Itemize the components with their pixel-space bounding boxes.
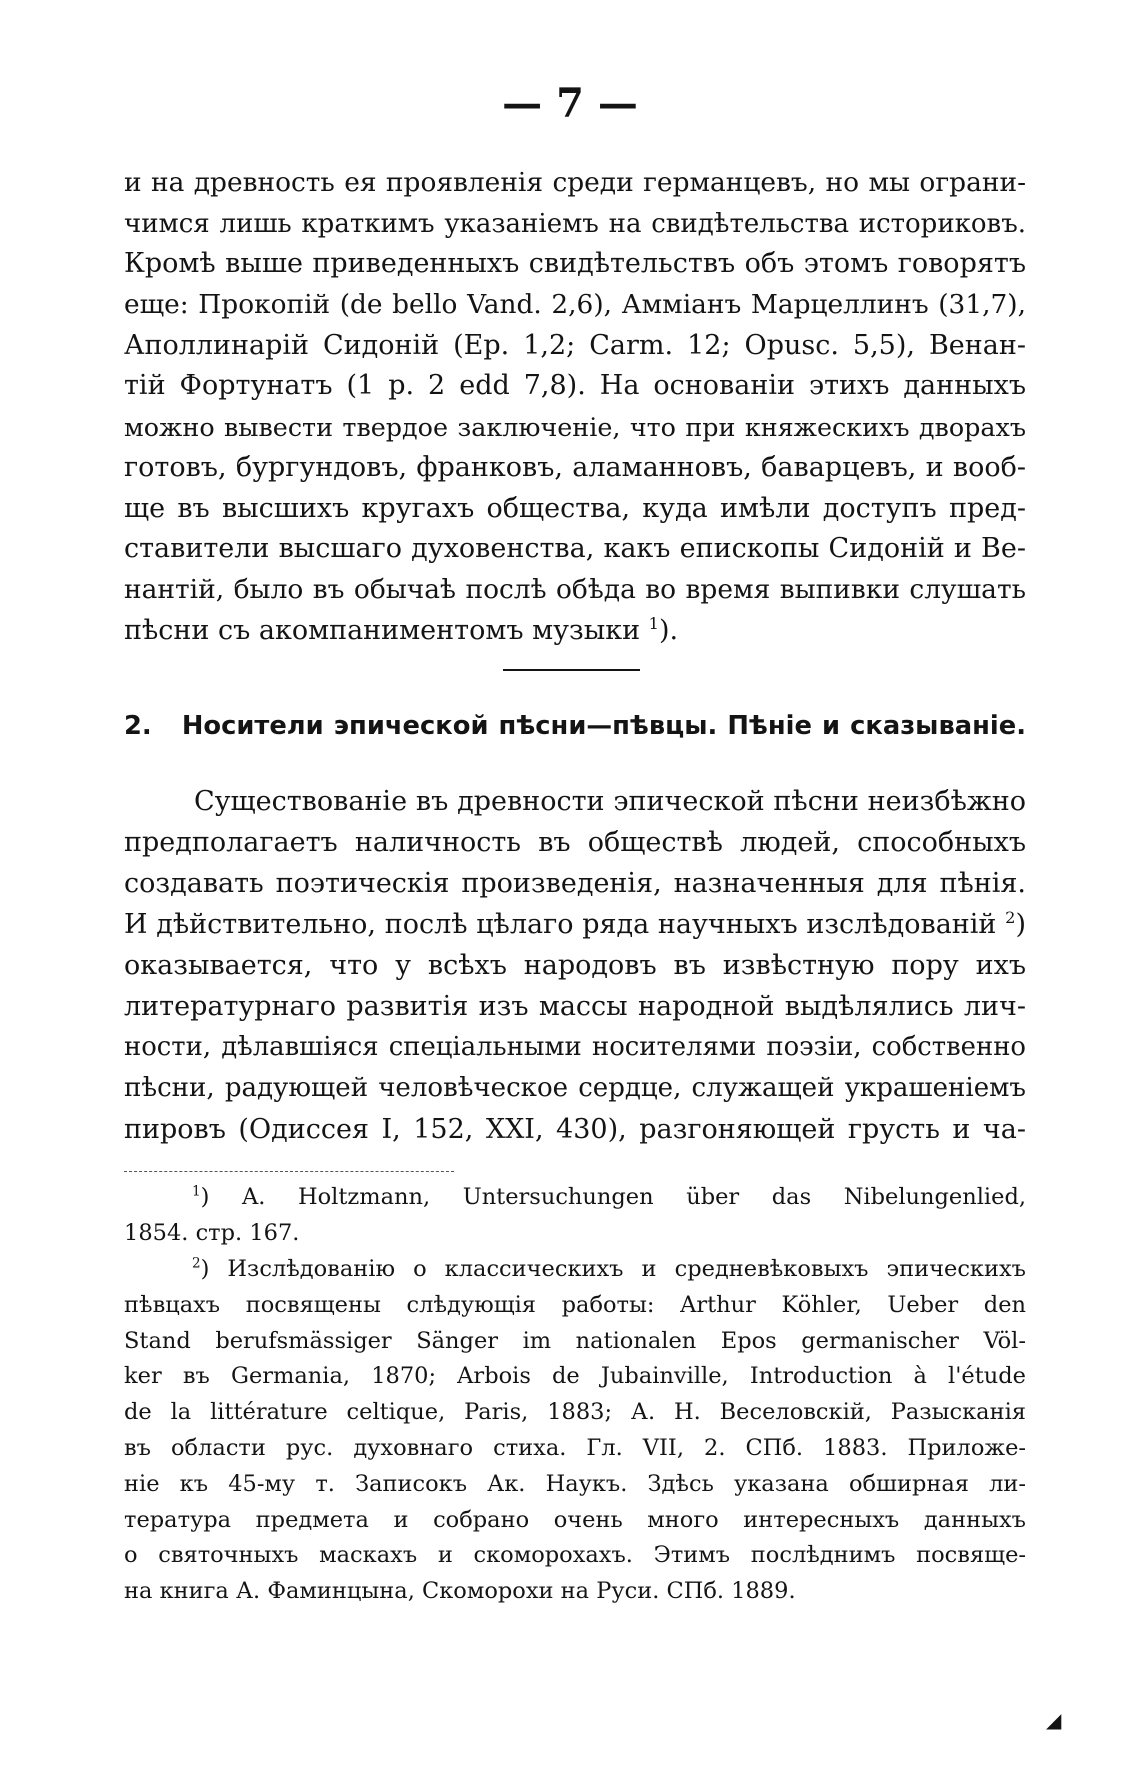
text-line: оказывается, что у всѣхъ народовъ въ извѣстную пору ихъ [124, 950, 1026, 981]
text-fragment: Изслѣдованію о классическихъ и средневѣковыхъ эпическихъ [227, 1256, 1026, 1282]
ink-mark-icon: ◢ [1046, 1708, 1062, 1732]
footnote-line: $^1$) A. Holtzmann, Untersuchungen über das Nibelungenlied, [192, 1183, 1026, 1210]
text-line: Аполлинарій Сидоній (Ep. 1,2; Carm. 12; Opusc. 5,5), Венан- [124, 329, 1026, 361]
footnote-line: $^2$) Изслѣдованію о классическихъ и средневѣковыхъ эпическихъ [192, 1255, 1026, 1282]
text-line: можно вывести твердое заключеніе, что при княжескихъ дворахъ [124, 412, 1026, 443]
footnote-line: тература предмета и собрано очень много интересныхъ данныхъ [124, 1506, 1026, 1533]
section-divider [503, 669, 640, 671]
section-number: 2. [124, 711, 152, 741]
footnote-line: de la littérature celtique, Paris, 1883; А. Н. Веселовскій, Разысканія [124, 1399, 1026, 1426]
text-line: создавать поэтическія произведенія, назначенныя для пѣнія. [124, 868, 1026, 899]
text-fragment: ). [658, 614, 679, 646]
footnote-reference: 1 [648, 613, 659, 633]
text-line: литературнаго развитія изъ массы народной выдѣлялись лич- [124, 991, 1026, 1022]
text-line: предполагаетъ наличность въ обществѣ людей, способныхъ [124, 827, 1026, 858]
text-line: Кромѣ выше приведенныхъ свидѣтельствъ объ этомъ говорятъ [124, 248, 1026, 280]
page-number: — 7 — [502, 80, 638, 127]
footnote-line: ker въ Germania, 1870; Arbois de Jubainville, Introduction à l'étude [124, 1363, 1026, 1390]
footnote-mark: 1 [192, 1183, 201, 1200]
text-line: И дѣйствительно, послѣ цѣлаго ряда научныхъ изслѣдованій $^2$) [124, 908, 1026, 940]
footnote-1 [124, 1180, 1026, 1252]
footnote-reference: 2 [1005, 908, 1016, 927]
text-fragment: A. Holtzmann, Untersuchungen über das Nibelungenlied, [241, 1184, 1026, 1210]
text-line: готовъ, бургундовъ, франковъ, аламанновъ, баварцевъ, и вооб- [124, 451, 1026, 483]
section-title: Носители эпической пѣсни—пѣвцы. Пѣніе и сказываніе. [181, 711, 1026, 741]
text-fragment: пѣсни съ акомпаниментомъ музыки [124, 614, 649, 646]
footnote-line: Stand berufsmässiger Sänger im nationalen Epos germanischer Völ- [124, 1327, 1026, 1354]
text-line: чимся лишь краткимъ указаніемъ на свидѣтельства историковъ. [124, 208, 1026, 239]
footnote-mark: 2 [192, 1255, 201, 1272]
text-line: пировъ (Одиссея I, 152, XXI, 430), разгоняющей грусть и ча- [124, 1114, 1026, 1145]
text-line: Существованіе въ древности эпической пѣсни неизбѣжно [194, 786, 1026, 817]
footnote-2 [124, 1252, 1026, 1610]
footnote-line: пѣвцахъ посвящены слѣдующія работы: Arthur Köhler, Ueber den [124, 1291, 1026, 1318]
text-line: ставители высшаго духовенства, какъ епископы Сидоній и Ве- [124, 533, 1026, 565]
text-fragment: И дѣйствительно, послѣ цѣлаго ряда научныхъ изслѣдованій [124, 909, 997, 940]
footnote-line: ніе къ 45-му т. Записокъ Ак. Наукъ. Здѣсь указана обширная ли- [124, 1470, 1026, 1497]
footnote-line: на книга А. Фаминцына, Скоморохи на Руси. СПб. 1889. [124, 1578, 796, 1605]
paragraph-1 [124, 163, 1026, 651]
footnote-line: въ области рус. духовнаго стиха. Гл. VII, 2. СПб. 1883. Приложе- [124, 1434, 1026, 1461]
section-heading [124, 706, 1026, 746]
paragraph-2 [124, 781, 1026, 1150]
footnote-line: о святочныхъ маскахъ и скоморохахъ. Этимъ послѣднимъ посвяще- [124, 1542, 1026, 1569]
text-line: ности, дѣлавшіяся спеціальными носителями поэзіи, собственно [124, 1032, 1026, 1062]
footnote-rule [124, 1171, 454, 1172]
text-line: еще: Прокопій (de bello Vand. 2,6), Амміанъ Марцеллинъ (31,7), [124, 289, 1026, 321]
text-line: пѣсни, радующей человѣческое сердце, служащей украшеніемъ [124, 1073, 1026, 1103]
text-line: нантій, было въ обычаѣ послѣ обѣда во время выпивки слушать [124, 573, 1026, 605]
text-line-last [124, 611, 1026, 652]
text-line: тій Фортунатъ (1 p. 2 edd 7,8). На основаніи этихъ данныхъ [124, 370, 1026, 402]
text-line: и на древность ея проявленія среди германцевъ, но мы ограни- [124, 167, 1026, 198]
footnote-line: 1854. стр. 167. [124, 1219, 300, 1246]
text-line: ще въ высшихъ кругахъ общества, куда имѣли доступъ пред- [124, 492, 1026, 524]
